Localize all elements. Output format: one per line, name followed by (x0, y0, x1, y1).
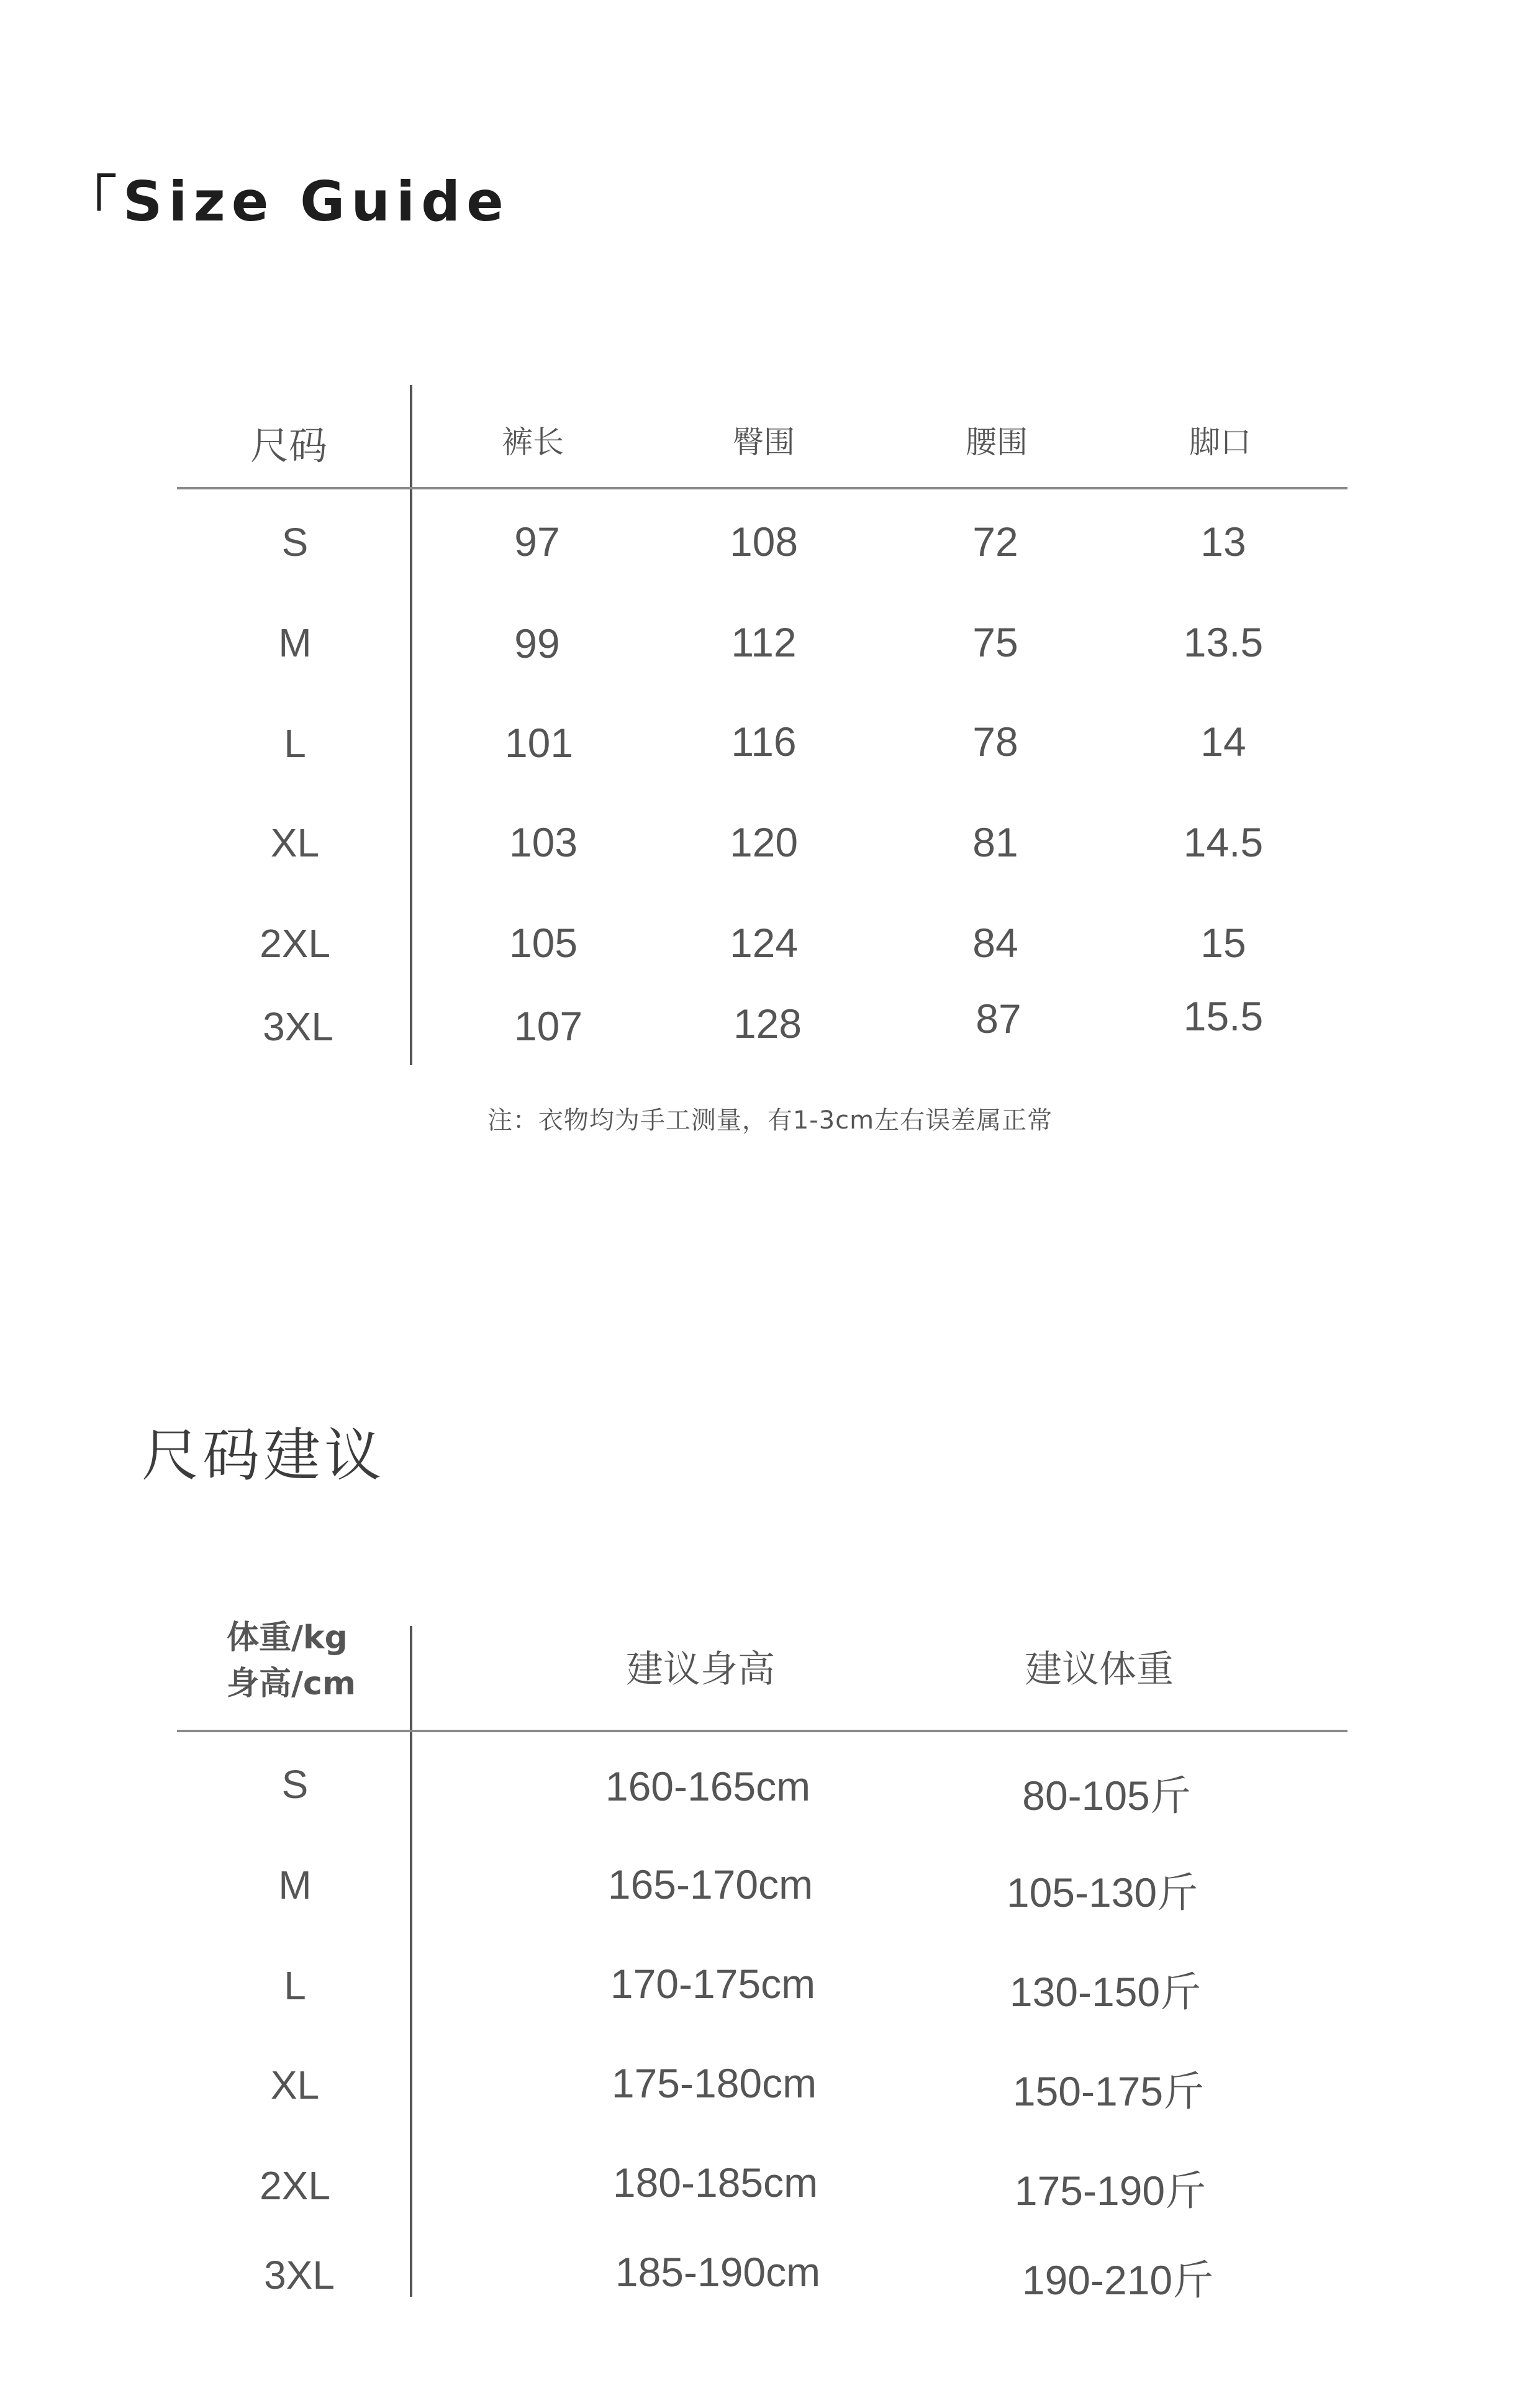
table1-cell-length: 101 (504, 720, 574, 766)
table1-cell-waist: 78 (972, 719, 1018, 765)
table2-cell-weight: 105-130斤 (1006, 1869, 1198, 1915)
table1-cell-hip: 112 (731, 619, 797, 665)
table2-cell-height: 180-185cm (612, 2160, 818, 2206)
table2-cell-height: 160-165cm (605, 1763, 811, 1809)
table1-cell-length: 105 (509, 920, 578, 966)
table2-cell-height: 185-190cm (615, 2249, 821, 2295)
table2-vertical-divider (410, 1626, 412, 2297)
table2-header-divider (177, 1730, 1348, 1732)
table1-row-size: 3XL (263, 1004, 333, 1049)
table1-cell-waist: 72 (972, 519, 1018, 565)
table1-cell-hip: 120 (729, 819, 799, 865)
table2-cell-height: 170-175cm (610, 1961, 816, 2007)
table1-cell-hip: 124 (729, 920, 799, 966)
table2-row-size: XL (270, 2063, 320, 2107)
table2-row-size: S (281, 1762, 309, 1807)
table1-cell-hip: 128 (733, 1001, 802, 1047)
table2-cell-weight: 150-175斤 (1012, 2068, 1205, 2114)
table2-row-size: 3XL (264, 2253, 335, 2297)
table1-cell-hem: 15 (1200, 920, 1246, 966)
table2-row-size: L (284, 1963, 306, 2008)
table1-cell-length: 99 (514, 620, 560, 666)
table2-header-height: 建议身高 (626, 1648, 775, 1691)
table1-header-divider (177, 487, 1348, 489)
table1-header-hem: 脚口 (1189, 424, 1251, 460)
table2-row-size: M (278, 1863, 312, 1907)
table1-cell-hem: 15.5 (1183, 993, 1264, 1039)
table1-cell-waist: 87 (976, 996, 1021, 1042)
table1-cell-length: 97 (514, 519, 560, 565)
table1-header-length: 裤长 (502, 424, 564, 460)
table2-cell-weight: 130-150斤 (1009, 1969, 1202, 2015)
table2-cell-weight: 190-210斤 (1021, 2257, 1214, 2303)
table2-cell-height: 165-170cm (607, 1861, 813, 1907)
table1-cell-hem: 14 (1200, 719, 1246, 765)
table1-cell-waist: 84 (972, 920, 1018, 966)
table2-cell-weight: 80-105斤 (1022, 1773, 1191, 1819)
table1-header-waist: 腰围 (966, 424, 1028, 460)
size-recommendation-title: 尺码建议 (142, 1422, 386, 1489)
table1-row-size: L (284, 721, 306, 766)
table1-cell-length: 103 (509, 819, 578, 865)
table1-cell-waist: 75 (972, 619, 1018, 665)
table2-header-weight: 建议体重 (1025, 1648, 1174, 1691)
table1-cell-hem: 14.5 (1183, 819, 1264, 865)
table1-cell-length: 107 (514, 1003, 583, 1049)
table2-cell-weight: 175-190斤 (1014, 2168, 1207, 2214)
table1-cell-hip: 116 (731, 719, 797, 765)
table1-row-size: XL (270, 820, 320, 865)
table1-row-size: M (278, 620, 312, 665)
corner-weight-label: 体重/kg (227, 1619, 348, 1656)
table1-cell-hem: 13 (1200, 519, 1246, 565)
table1-header-size: 尺码 (250, 423, 328, 468)
table2-corner-header (227, 1615, 356, 1707)
table2-row-size: 2XL (260, 2163, 330, 2208)
corner-height-label: 身高/cm (227, 1665, 356, 1702)
table1-header-hip: 臀围 (733, 424, 795, 460)
table1-cell-hem: 13.5 (1183, 619, 1264, 665)
table1-row-size: S (281, 520, 309, 565)
table1-row-size: 2XL (260, 921, 330, 966)
table1-cell-hip: 108 (729, 519, 799, 565)
table1-cell-waist: 81 (972, 819, 1018, 865)
measurement-note: 注：衣物均为手工测量，有1-3cm左右误差属正常 (487, 1106, 1053, 1135)
table2-cell-height: 175-180cm (611, 2060, 817, 2106)
size-guide-title: 「Size Guide (62, 170, 510, 234)
